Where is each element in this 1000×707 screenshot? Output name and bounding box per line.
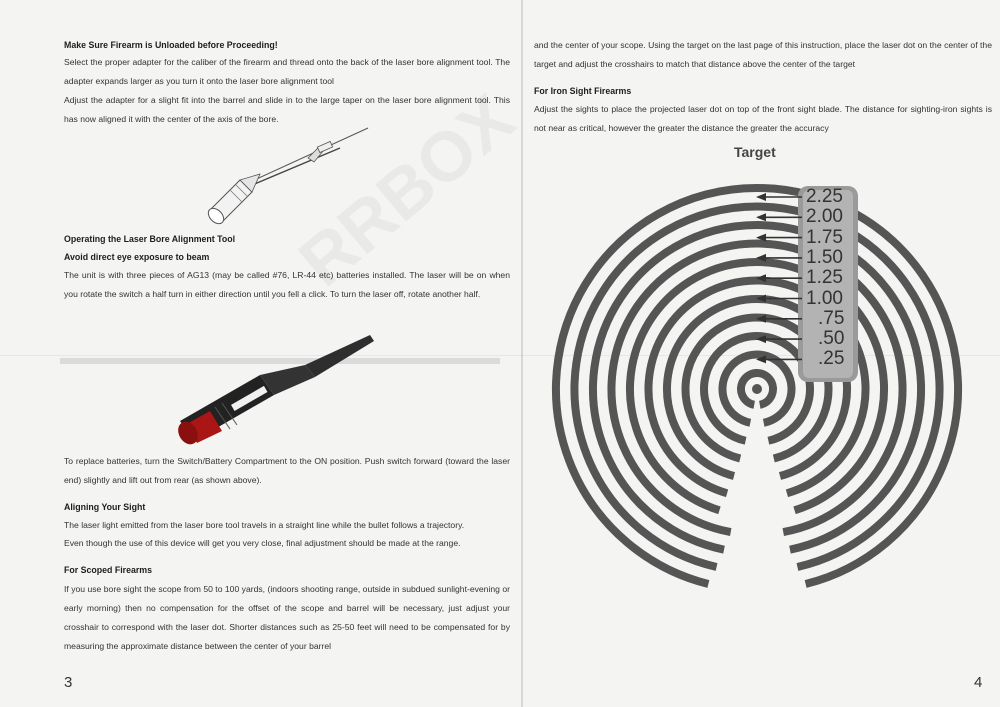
section-heading-iron-sight: For Iron Sight Firearms (534, 86, 632, 96)
right-page (522, 0, 1000, 707)
page-number-right: 4 (974, 674, 983, 691)
section-heading-unloaded: Make Sure Firearm is Unloaded before Proceeding! (64, 40, 278, 50)
paragraph-batteries-installed: The unit is with three pieces of AG13 (may be called #76, LR-44 etc) batteries installed. The laser will be on when you rotate the switch a half turn in either direction until you fell a click. To turn the laser off, rotate another half. (64, 270, 510, 299)
paragraph-laser-trajectory: The laser light emitted from the laser bore tool travels in a straight line while the bullet follows a trajectory. (64, 520, 465, 530)
scale-label: .75 (818, 307, 845, 329)
section-heading-operating: Operating the Laser Bore Alignment Tool (64, 234, 236, 244)
scale-label: 1.25 (806, 267, 843, 289)
bore-tool-adapter-illustration (190, 120, 380, 230)
laser-bore-tool-photo (60, 325, 500, 450)
paragraph-final-adjustment: Even though the use of this device will get you very close, final adjustment should be made at the range. (64, 538, 461, 548)
paragraph-iron-sights: Adjust the sights to place the projected laser dot on top of the front sight blade. The distance for sighting-iron sights is not near as critical, however the greater the distance the greater the accuracy (534, 104, 992, 133)
paragraph-adapter-adjust: Adjust the adapter for a slight fit into the barrel and slide in to the large taper on the laser bore alignment tool. This has now aligned it with the center of the axis of the bore. (64, 95, 510, 124)
target-center-dot (752, 384, 762, 394)
scale-label: 1.75 (806, 226, 843, 248)
paragraph-scoped-firearms: If you use bore sight the scope from 50 to 100 yards, (indoors shooting range, outside in subdued sunlight-evening or early morning) then no compensation for the offset of the scope and barrel will be necessary, just adjust your crosshair to correspond with the laser dot. Shorter distances such as 25-50 feet will need to be compensated for by measuring the approximate distance between the center of your barrel (64, 584, 510, 651)
paragraph-scope-center: and the center of your scope. Using the target on the last page of this instruction, place the laser dot on the center of the target and adjust the crosshairs to match that distance above the center of the target (534, 40, 992, 69)
scale-label: 2.25 (806, 186, 843, 207)
scale-arrow-head (756, 213, 766, 221)
paragraph-adapter-select: Select the proper adapter for the caliber of the firearm and thread onto the back of the laser bore alignment tool. The adapter expands larger as you turn it onto the laser bore alignment tool (64, 57, 510, 86)
subheading-eye-exposure: Avoid direct eye exposure to beam (64, 252, 210, 262)
section-heading-aligning: Aligning Your Sight (64, 502, 146, 512)
scale-label: 2.00 (806, 206, 843, 228)
target-rings (522, 0, 1000, 707)
scale-label: .25 (818, 348, 845, 370)
target-title: Target (734, 144, 776, 160)
scale-label: 1.50 (806, 246, 843, 268)
paragraph-replace-batteries: To replace batteries, turn the Switch/Battery Compartment to the ON position. Push switch forward (toward the laser end) slightly and lift out from rear (as shown above). (64, 456, 510, 485)
page-number-left: 3 (64, 674, 73, 691)
scale-arrow-head (756, 193, 766, 201)
scale-label: .50 (818, 328, 845, 350)
section-heading-scoped: For Scoped Firearms (64, 565, 152, 575)
scale-label: 1.00 (806, 287, 843, 309)
